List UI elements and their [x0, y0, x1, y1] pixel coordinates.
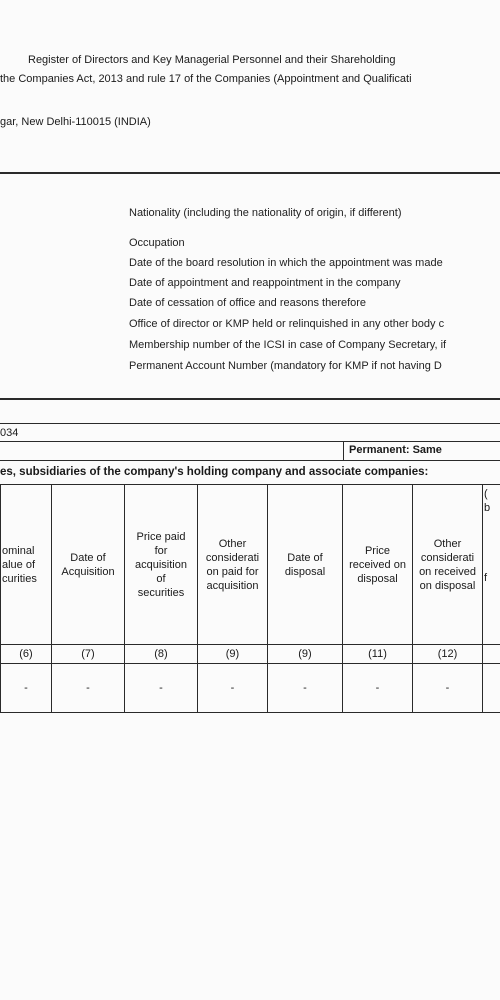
- securities-table: [0, 484, 500, 713]
- code-fragment: 034: [0, 427, 19, 439]
- column-header-line: disposal: [284, 565, 326, 578]
- column-header: [413, 485, 483, 645]
- column-header-line: [484, 543, 499, 557]
- column-number: [483, 645, 500, 664]
- column-header-line: [484, 557, 499, 571]
- detail-label: Occupation: [129, 237, 185, 249]
- info-row-bottom: [0, 460, 500, 461]
- column-header-line: b: [484, 502, 491, 514]
- column-number: (12): [413, 645, 483, 664]
- register-subtitle: the Companies Act, 2013 and rule 17 of the Companies (Appointment and Qualificati: [0, 73, 412, 85]
- column-header-line: alue of: [2, 558, 36, 571]
- column-header-line: (: [484, 488, 488, 500]
- column-header-line: acquisition: [135, 558, 187, 571]
- table-row: [1, 664, 500, 713]
- table-cell: -: [343, 664, 413, 713]
- table-cell: -: [1, 664, 52, 713]
- column-header: [268, 485, 343, 645]
- detail-label: Permanent Account Number (mandatory for KMP if not having D: [129, 360, 442, 372]
- column-header-line: Acquisition: [61, 565, 115, 578]
- column-header-line: of: [156, 572, 166, 585]
- column-header-line: received on: [349, 558, 406, 571]
- column-header-line: Date of: [70, 551, 106, 564]
- detail-label: Membership number of the ICSI in case of Company Secretary, if: [129, 339, 447, 351]
- column-header-line: considerati: [205, 551, 260, 564]
- info-row-top: [0, 423, 500, 424]
- column-header-line: curities: [2, 572, 37, 585]
- table-cell: -: [52, 664, 125, 713]
- column-header-line: Other: [218, 537, 247, 550]
- column-header: [52, 485, 125, 645]
- column-number: (8): [125, 645, 198, 664]
- column-header-line: on received: [419, 565, 476, 578]
- column-header-line: f: [484, 572, 488, 584]
- column-header-line: on disposal: [419, 579, 476, 592]
- permanent-address-label: Permanent: Same: [349, 444, 442, 456]
- detail-label: Office of director or KMP held or relinquished in any other body c: [129, 318, 445, 330]
- column-header-line: Date of: [287, 551, 323, 564]
- column-header: [483, 485, 500, 645]
- column-header-line: securities: [137, 586, 185, 599]
- column-header-line: Other: [433, 537, 462, 550]
- detail-label: Nationality (including the nationality of origin, if different): [129, 207, 402, 219]
- permanent-divider: [343, 441, 344, 460]
- column-number: (7): [52, 645, 125, 664]
- column-header: [125, 485, 198, 645]
- register-title: Register of Directors and Key Managerial Personnel and their Shareholding: [28, 54, 396, 66]
- table-cell: -: [268, 664, 343, 713]
- column-header: [198, 485, 268, 645]
- column-header-line: on paid for: [206, 565, 259, 578]
- company-address: gar, New Delhi-110015 (INDIA): [0, 116, 151, 128]
- column-header-line: acquisition: [206, 579, 259, 592]
- table-cell: -: [413, 664, 483, 713]
- detail-label: Date of cessation of office and reasons therefore: [129, 297, 367, 309]
- column-number: (9): [198, 645, 268, 664]
- column-number: (11): [343, 645, 413, 664]
- column-header-line: for: [154, 544, 168, 557]
- section-heading: es, subsidiaries of the company's holding company and associate companies:: [0, 466, 429, 478]
- column-header-line: disposal: [357, 572, 398, 585]
- column-header-line: Price: [364, 544, 391, 557]
- detail-label: Date of appointment and reappointment in the company: [129, 277, 401, 289]
- column-header-line: [484, 515, 499, 529]
- column-header-line: [484, 529, 499, 543]
- details-rule: [0, 398, 500, 400]
- info-row-mid: [0, 441, 500, 442]
- column-header: [343, 485, 413, 645]
- column-number: (9): [268, 645, 343, 664]
- table-cell: -: [125, 664, 198, 713]
- table-header-row: [1, 485, 500, 645]
- column-number: (6): [1, 645, 52, 664]
- table-cell: -: [198, 664, 268, 713]
- column-header-line: ominal: [2, 544, 35, 557]
- column-header: [1, 485, 52, 645]
- detail-label: Date of the board resolution in which the appointment was made: [129, 257, 443, 269]
- table-cell: [483, 664, 500, 713]
- top-rule: [0, 172, 500, 174]
- column-header-line: Price paid: [136, 530, 186, 543]
- column-header-line: considerati: [420, 551, 475, 564]
- table-number-row: [1, 645, 500, 664]
